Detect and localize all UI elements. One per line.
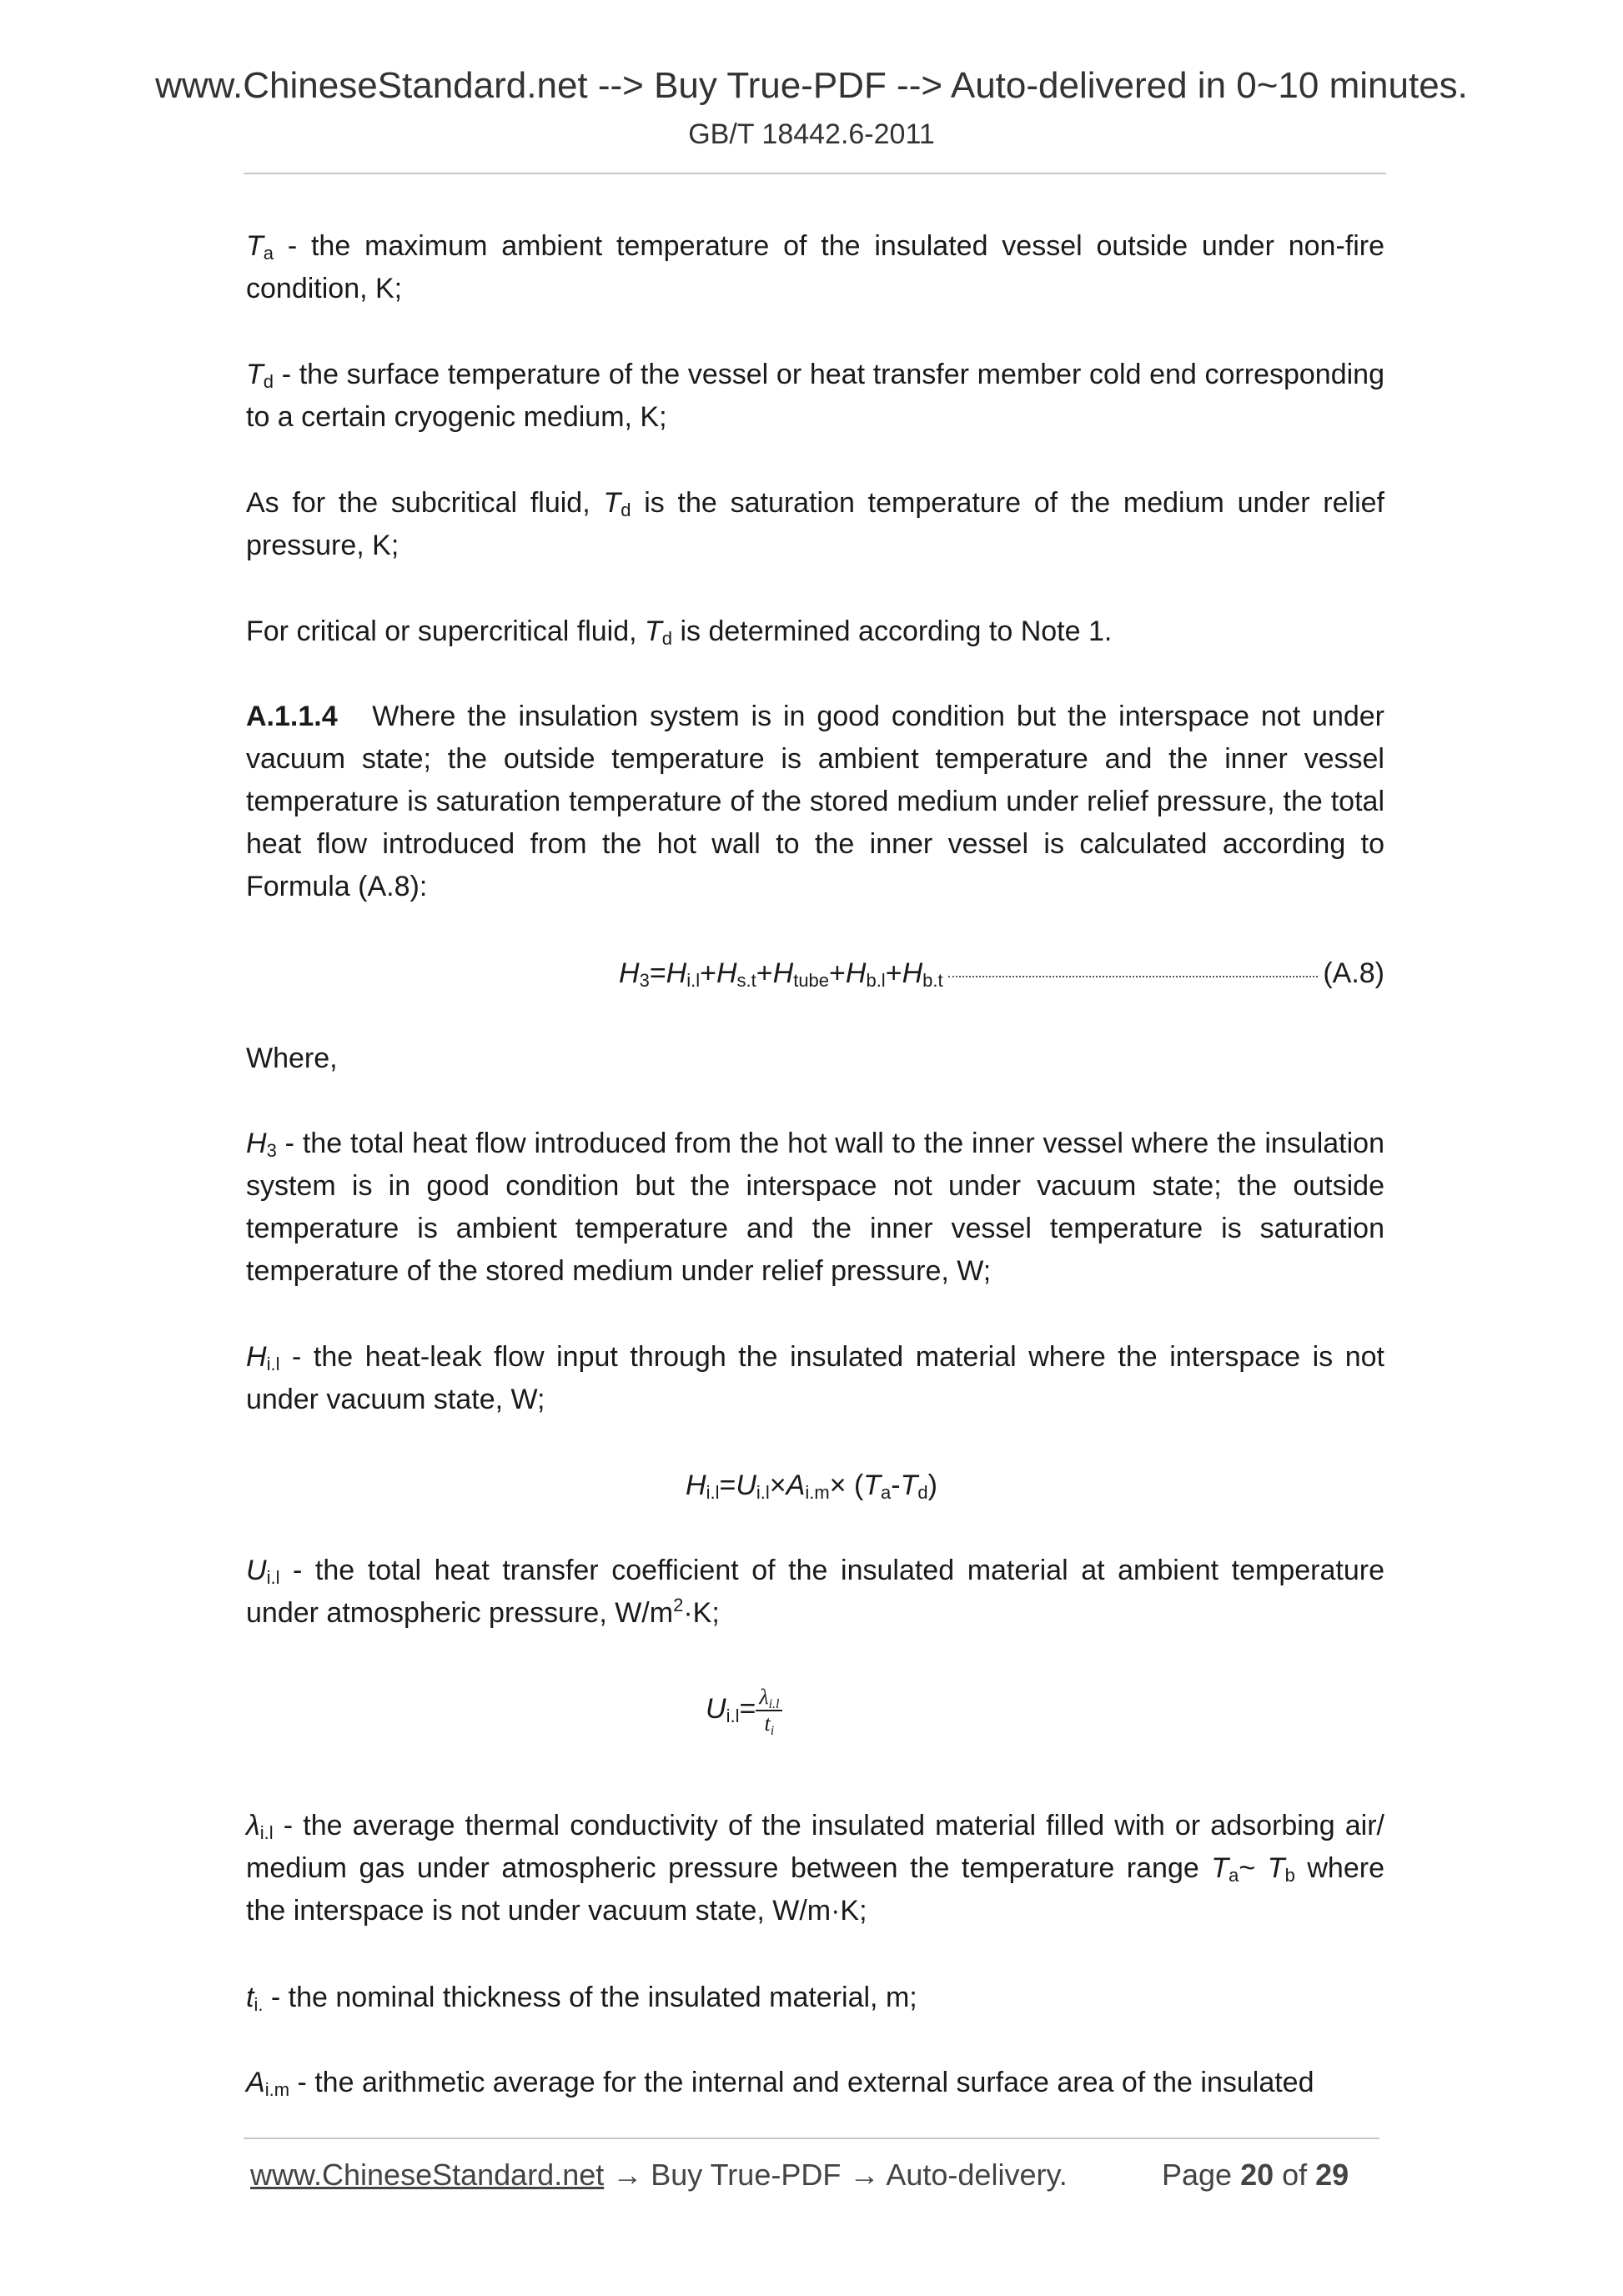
clause-a114: A.1.1.4 Where the insulation system is in good condition but the interspace not under vacuum state; the outside temperature is ambient temperature and the inner vessel temperature is saturation temperature of the stored medium under relief pressure, the total heat flow introduced from the hot wall to the inner vessel is calculated according to Formula (A.8): [246,701,1384,902]
footer-divider [244,2138,1379,2139]
page-indicator: Page 20 of 29 [1162,2158,1349,2192]
subcritical-note: As for the subcritical fluid, $T_d$ is the saturation temperature of the medium under relief pressure, K; [246,487,1385,561]
ta-definition: $T_a$ - the maximum ambient temperature of the insulated vessel outside under non-fire condition, K; [246,230,1384,304]
footer-delivery: Auto-delivery. [886,2158,1068,2192]
formula-a8: $H_3=H_{i.l}+H_{s.t}+H_{tube}+H_{b.l}+H_{b.t}$ (A.8) [619,952,1384,994]
footer-links [250,2154,1068,2196]
fraction: $\frac{\lambda_{i.l}}{t_i}$ [756,1685,782,1736]
leader-dots [948,976,1319,977]
aim-definition: $A_{i.m}$ - the arithmetic average for the internal and external surface area of the insulated [246,2067,1314,2100]
formula-uil: $U_{i.l}=$ $\frac{\lambda_{i.l}}{t_i}$ [706,1685,782,1736]
footer-site-link[interactable]: www.ChineseStandard.net [250,2158,605,2192]
footer-buy: Buy True-PDF [651,2158,842,2192]
lambda-definition: $\lambda_{i.l}$ - the average thermal conductivity of the insulated material filled with or adsorbing air/ medium gas under atmospheric pressure between the temperature range $T_a\sim$ $T_b$ where the interspace is not under vacuum state, W/m·K; [246,1810,1384,1927]
hil-definition: $H_{i.l}$ - the heat-leak flow input through the insulated material where the interspace is not under vacuum state, W; [246,1341,1384,1415]
uil-definition: $U_{i.l}$ - the total heat transfer coefficient of the insulated material at ambient temperature under atmospheric pressure, $W/m^2\cdot K$; [246,1555,1384,1629]
standard-number: GB/T 18442.6-2011 [688,118,935,150]
page-total: 29 [1315,2158,1349,2192]
critical-note: For critical or supercritical fluid, $T_d$ is determined according to Note 1. [246,615,1113,649]
header-banner: www.ChineseStandard.net --> Buy True-PDF --> Auto-delivered in 0~10 minutes. [155,65,1468,106]
formula-label: (A.8) [1323,957,1384,989]
page-number: 20 [1240,2158,1274,2192]
arrow-icon: → [841,2158,887,2192]
formula-hil: $H_{i.l}=U_{i.l}\times A_{i.m}\times (T_a-T_d)$ [686,1470,937,1503]
where-label: Where, [246,1042,338,1074]
h3-definition: $H_3$ - the total heat flow introduced from the hot wall to the inner vessel where the insulation system is in good condition but the interspace not under vacuum state; the outside temperature is ambient temperature and the inner vessel temperature is saturation temperature of the stored medium under relief pressure, W; [246,1128,1384,1287]
header-divider [244,173,1386,174]
td-definition: $T_d$ - the surface temperature of the vessel or heat transfer member cold end corresponding to a certain cryogenic medium, K; [246,359,1384,433]
arrow-icon: → [604,2158,651,2192]
ti-definition: $t_{i.}$ - the nominal thickness of the insulated material, m; [246,1982,917,2015]
clause-number: A.1.1.4 [246,701,338,732]
